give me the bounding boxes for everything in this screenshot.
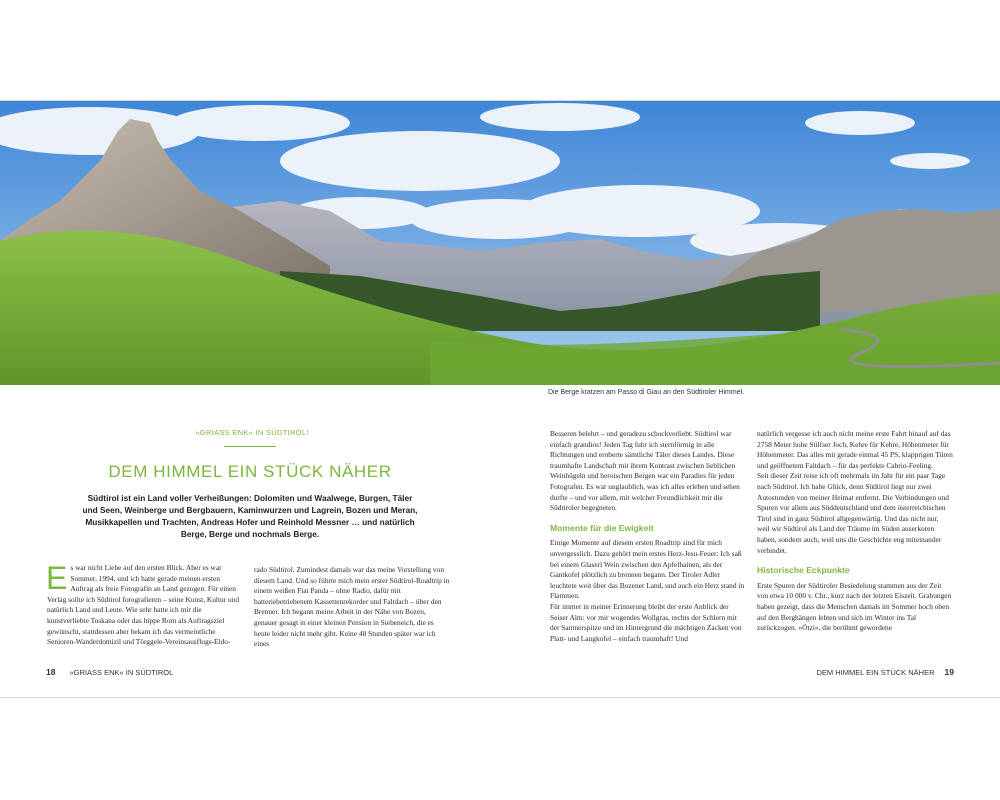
body-text: s war nicht Liebe auf den ersten Blick. Aber es war Sommer, 1994, und ich hatte gerade meinen ersten Auftrag als freie Fotografin an Land gezogen. Für einen Verlag sollte ich Südtirol fotografieren – seine Kunst, Kultur und natürlich Land und Leute. Wie sehr hatte ich mir die kunstverliebte Toskana oder das hippe Rom als Auftragsziel gewünscht, stattdessen aber bekam ich das vermeintliche Senioren-Wanderdomizil und Törggele-Vereinsausflugs-Eldo-: [47, 563, 240, 647]
right-page-footer: [816, 667, 954, 677]
text-column-4: [757, 429, 953, 634]
page-number: 19: [944, 667, 954, 677]
running-footer: »GRIASS ENK« IN SÜDTIROL: [69, 668, 174, 677]
body-text: Besseren belehrt – und geradezu schockverliebt. Südtirol war einfach grandios! Jeden Tag fuhr ich sternförmig in alle Richtungen und eroberte sämtliche Täler dieses Landes. Diese traumhafte Landschaft mit ihrem Kontrast zwischen lieblichen Weinhügeln und heroischen Bergen war ein Paradies für jeden Fotografen. Es war unglaublich, was ich alles erleben und sehen durfte – und vor allem, mit welcher Freundlichkeit mir die Südtiroler begegneten.: [550, 429, 740, 513]
body-text: Einige Momente auf diesem ersten Roadtrip sind für mich unvergesslich. Dazu gehört mein erstes Herz-Jesu-Feuer: Ich saß bei einem Glaserl Wein zwischen den Apfelhainen, als der Gantkofel plötzlich zu brennen begann. Der Tiroler Adler leuchtete weit über das Bozener Land, und auch ein Herz stand in Flammen.: [550, 538, 745, 601]
subheading: Momente für die Ewigkeit: [550, 522, 654, 533]
intro-paragraph: Südtirol ist ein Land voller Verheißungen: Dolomiten und Waalwege, Burgen, Täler und Seen, Weinberge und Bergbauern, Kaminwurzen und Lagrein, Bozen und Meran, Musikkapellen und Trachten, Andreas Hofer und Reinhold Messner … und natürlich Berge, Berge und nochmals Berge.: [82, 493, 418, 539]
body-text: natürlich vergesse ich auch nicht meine erste Fahrt hinauf auf das 2758 Meter hohe Stilfser Joch, Kehre für Kehre, Höhenmeter für Höhenmeter. Das alles mit gerade einmal 45 PS, klapprigen Türen und geöffnetem Faltdach – für das perfekte Cabrio-Feeling.: [757, 429, 953, 470]
page-title: DEM HIMMEL EIN STÜCK NÄHER: [108, 462, 392, 481]
text-column-3: [550, 429, 745, 644]
left-page-footer: [46, 667, 173, 677]
body-text: rado Südtirol. Zumindest damals war das meine Vorstellung von diesem Land. Und so führte mich mein erster Südtirol-Roadtrip in einem weißen Fiat Panda – ohne Radio, dafür mit batteriebetriebenem Kassettenrekorder und Faltdach – über den Brenner. Ich begann meine Arbeit in der Nähe von Bozen, genauer gesagt in einer kleinen Pension in Siebeneich, die es heute leider nicht mehr gibt. Keine 48 Stunden später war ich eines: [254, 565, 450, 649]
text-column-1: [46, 560, 242, 648]
page-number: 18: [46, 667, 56, 677]
text-column-2: [254, 565, 450, 650]
body-text: Erste Spuren der Südtiroler Besiedelung stammen aus der Zeit von etwa 10 000 v. Chr., kurz nach der letzten Eiszeit. Grabungen haben gezeigt, dass die Menschen damals im Sommer hoch oben auf den Berghängen lebten und sich im Winter ins Tal zurückzogen. »Ötzi«, die berühmt gewordene: [757, 580, 952, 633]
subheading: Historische Eckpunkte: [757, 565, 850, 576]
body-text: Seit dieser Zeit reise ich oft mehrmals im Jahr für ein paar Tage nach Südtirol. Ich habe Glück, denn Südtirol liegt nur zwei Autostunden von meiner Heimat entfernt. Die Verbindungen und Spuren vor allem aus Süddeutschland und dem österreichischen Tirol sind in ganz Südtirol allgegenwärtig. Und das nicht nur, weil wir Südtirol als Land der Träume im Süden auserkoren haben, sondern auch, weil uns die Geschichte eng miteinander verbindet.: [757, 471, 949, 555]
body-text: Für immer in meiner Erinnerung bleibt der erste Anblick der Seiser Alm: vor mir wogendes Wollgras, rechts der Schlern mit der Santnerspitze und im Hintergrund die mächtigen Zacken von Platt- und Langkofel – einfach traumhaft! Und: [550, 601, 742, 643]
mountain-landscape-photo: [0, 101, 1000, 385]
section-kicker: »GRIASS ENK« IN SÜDTIROL!: [195, 428, 309, 437]
photo-caption: Die Berge kratzen am Passo di Giau an den Südtiroler Himmel.: [548, 389, 745, 396]
book-spread: [0, 100, 1000, 698]
drop-cap: E: [46, 560, 68, 596]
kicker-divider: [224, 446, 276, 447]
running-footer: DEM HIMMEL EIN STÜCK NÄHER: [816, 668, 935, 677]
